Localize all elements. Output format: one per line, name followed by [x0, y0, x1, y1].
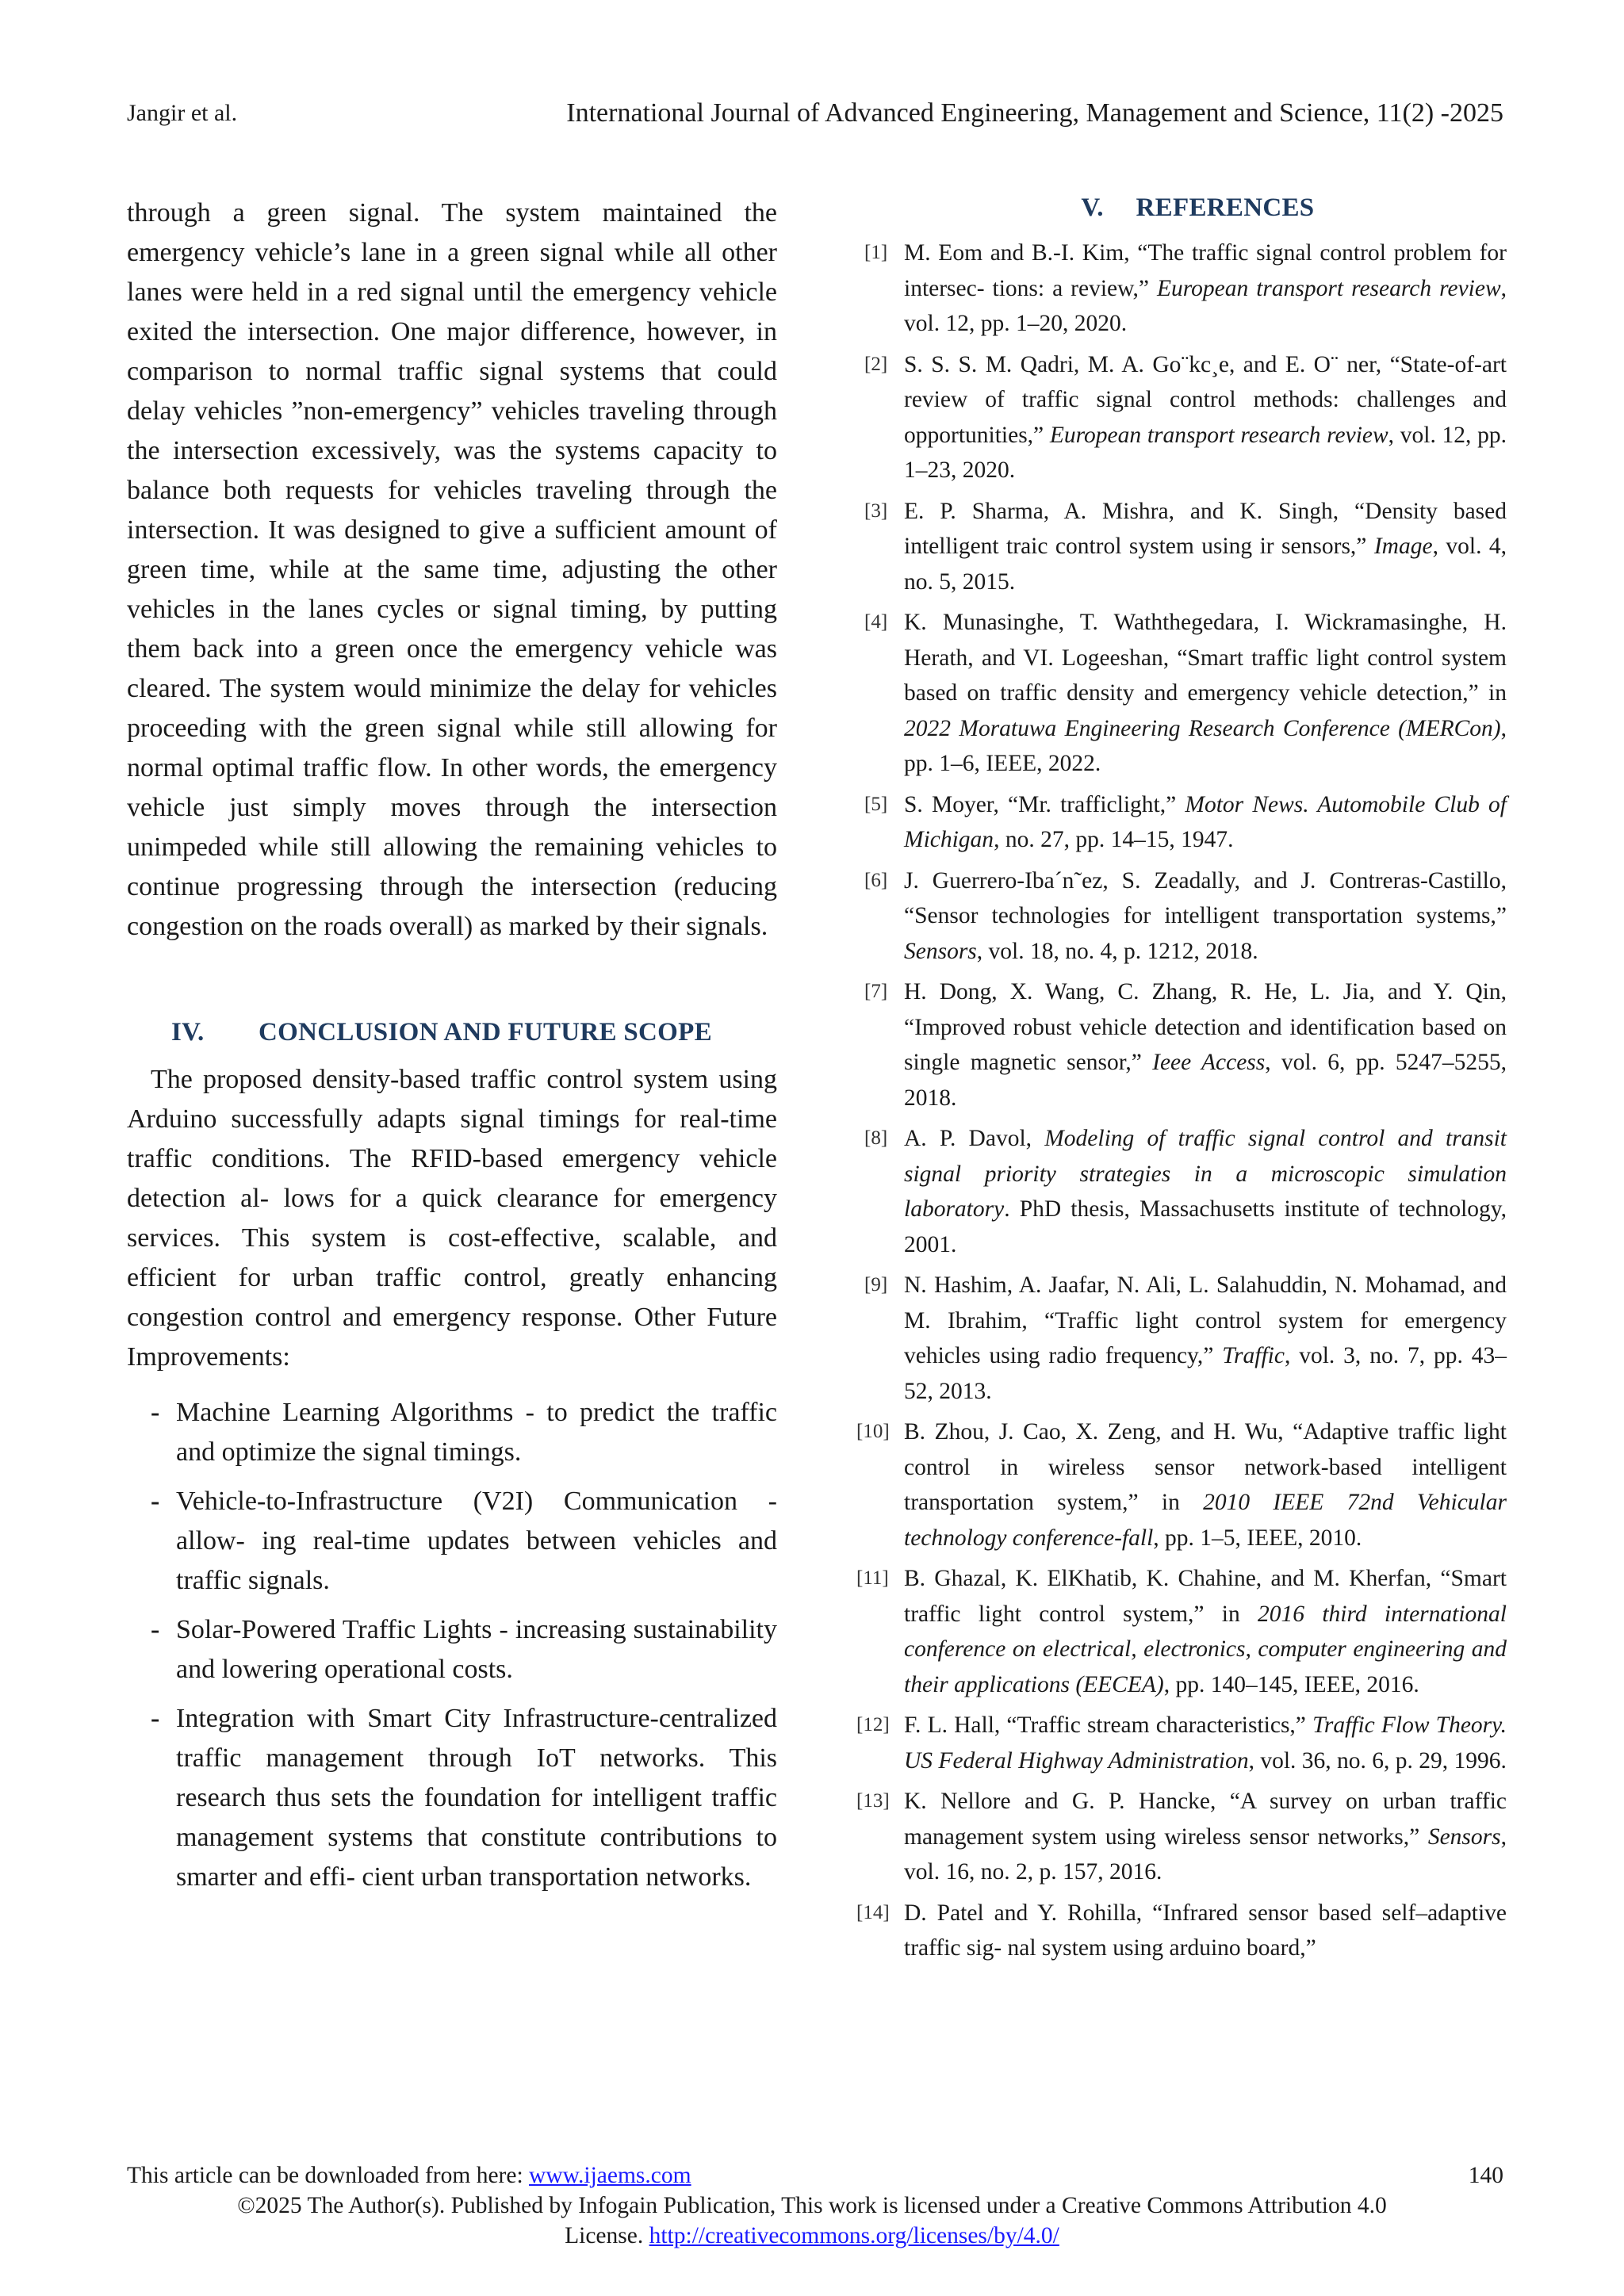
list-item: - Integration with Smart City Infrastructure-centralized traffic management through IoT networks. This research thus sets the foundation for intelligent traffic management systems that constitute contributions to smarter and effi- cient urban transportation networks.	[127, 1699, 777, 1897]
section-number: V.	[1081, 193, 1104, 222]
right-column	[856, 193, 1507, 1972]
reference-list	[856, 235, 1507, 1966]
list-item: - Solar-Powered Traffic Lights - increasing sustainability and lowering operational costs.	[127, 1610, 777, 1689]
conclusion-paragraph: The proposed density-based traffic control system using Arduino successfully adapts signal timings for real-time traffic conditions. The RFID-based emergency vehicle detection al- lows for a quick clearance for emergency services. This system is cost-effective, scalable, and efficient for urban traffic control, greatly enhancing congestion control and emergency response. Other Future Improvements:	[127, 1065, 777, 1372]
footer-copyright: ©2025 The Author(s). Published by Infogain Publication, This work is licensed under a Creative Commons Attribution 4.0	[237, 2193, 1387, 2218]
reference-item: [8] A. P. Davol, Modeling of traffic signal control and transit signal priority strategies in a microscopic simulation laboratory. PhD thesis, Massachusetts institute of technology, 2001.	[856, 1121, 1507, 1262]
section-title: REFERENCES	[1136, 193, 1315, 222]
reference-item: [14] D. Patel and Y. Rohilla, “Infrared sensor based self–adaptive traffic sig- nal system using arduino board,”	[856, 1896, 1507, 1966]
future-improvements-list	[127, 1393, 777, 1897]
reference-item: [2] S. S. S. M. Qadri, M. A. Go¨kc¸e, and E. O¨ ner, “State-of-art review of traffic signal control methods: challenges and opportunities,” European transport research review, vol. 12, pp. 1–23, 2020.	[856, 347, 1507, 488]
section-number: IV.	[171, 1018, 205, 1047]
reference-number: [1]	[864, 242, 888, 263]
reference-number: [11]	[856, 1567, 889, 1589]
section-heading-references	[856, 193, 1507, 223]
journal-website-link[interactable]: www.ijaems.com	[529, 2163, 691, 2188]
bullet-icon: -	[151, 1704, 160, 1733]
reference-item: [11] B. Ghazal, K. ElKhatib, K. Chahine, and M. Kherfan, “Smart traffic light control system,” in 2016 third international conference on electrical, electronics, computer engineering and their applications (EECEA), pp. 140–145, IEEE, 2016.	[856, 1561, 1507, 1702]
reference-number: [3]	[864, 499, 888, 522]
bullet-icon: -	[151, 1398, 160, 1427]
reference-number: [12]	[856, 1714, 890, 1735]
reference-number: [6]	[864, 869, 888, 891]
body-paragraph: through a green signal. The system maintained the emergency vehicle’s lane in a green signal while all other lanes were held in a red signal until the emergency vehicle exited the intersection. One major difference, however, in comparison to normal traffic signal systems that could delay vehicles ”non-emergency” vehicles traveling through the intersection excessively, was the systems capacity to balance both requests for vehicles traveling through the intersection. It was designed to give a sufficient amount of green time, while at the same time, adjusting the other vehicles in the lanes cycles or signal timing, by putting them back into a green once the emergency vehicle was cleared. The system would minimize the delay for vehicles proceeding with the green signal while still allowing for normal optimal traffic flow. In other words, the emergency vehicle just simply moves through the intersection unimpeded while still allowing the remaining vehicles to continue progressing through the intersection (reducing congestion on the roads overall) as marked by their signals.	[127, 198, 777, 941]
reference-number: [2]	[864, 353, 888, 375]
reference-item: [13] K. Nellore and G. P. Hancke, “A survey on urban traffic management system using wireless sensor networks,” Sensors, vol. 16, no. 2, p. 157, 2016.	[856, 1784, 1507, 1890]
reference-item: [12] F. L. Hall, “Traffic stream characteristics,” Traffic Flow Theory. US Federal Highway Administration, vol. 36, no. 6, p. 29, 1996.	[856, 1708, 1507, 1778]
reference-number: [10]	[856, 1421, 890, 1442]
reference-number: [14]	[856, 1901, 890, 1923]
footer-license: License. http://creativecommons.org/licenses/by/4.0/	[565, 2223, 1059, 2248]
reference-item: [3] E. P. Sharma, A. Mishra, and K. Singh, “Density based intelligent traic control system using ir sensors,” Image, vol. 4, no. 5, 2015.	[856, 494, 1507, 600]
left-column	[127, 193, 777, 1907]
list-item: - Machine Learning Algorithms - to predict the traffic and optimize the signal timings.	[127, 1393, 777, 1472]
running-header-journal: International Journal of Advanced Engineering, Management and Science, 11(2) -2025	[566, 98, 1503, 128]
reference-item: [1] M. Eom and B.-I. Kim, “The traffic signal control problem for intersec- tions: a review,” European transport research review, vol. 12, pp. 1–20, 2020.	[856, 235, 1507, 342]
reference-number: [9]	[864, 1274, 888, 1295]
reference-item: [6] J. Guerrero-Iba´n˜ez, S. Zeadally, and J. Contreras-Castillo, “Sensor technologies for intelligent transportation systems,” Sensors, vol. 18, no. 4, p. 1212, 2018.	[856, 863, 1507, 970]
reference-item: [7] H. Dong, X. Wang, C. Zhang, R. He, L. Jia, and Y. Qin, “Improved robust vehicle detection and identification based on single magnetic sensor,” Ieee Access, vol. 6, pp. 5247–5255, 2018.	[856, 974, 1507, 1115]
license-link[interactable]: http://creativecommons.org/licenses/by/4.0/	[649, 2223, 1059, 2248]
footer-download-text: This article can be downloaded from here:	[127, 2163, 530, 2188]
section-title: CONCLUSION AND FUTURE SCOPE	[259, 1018, 712, 1047]
reference-item: [4] K. Munasinghe, T. Waththegedara, I. Wickramasinghe, H. Herath, and VI. Logeeshan, “Smart traffic light control system based on traffic density and emergency vehicle detection,” in 2022 Moratuwa Engineering Research Conference (MERCon), pp. 1–6, IEEE, 2022.	[856, 605, 1507, 782]
page-number: 140	[1468, 2163, 1503, 2188]
reference-number: [5]	[864, 793, 888, 815]
reference-number: [7]	[864, 981, 888, 1002]
reference-item: [5] S. Moyer, “Mr. trafficlight,” Motor News. Automobile Club of Michigan, no. 27, pp. 14–15, 1947.	[856, 787, 1507, 858]
reference-number: [13]	[856, 1790, 890, 1812]
bullet-icon: -	[151, 1615, 160, 1644]
list-item: - Vehicle-to-Infrastructure (V2I) Communication - allow- ing real-time updates between vehicles and traffic signals.	[127, 1482, 777, 1601]
reference-item: [9] N. Hashim, A. Jaafar, N. Ali, L. Salahuddin, N. Mohamad, and M. Ibrahim, “Traffic light control system for emergency vehicles using radio frequency,” Traffic, vol. 3, no. 7, pp. 43–52, 2013.	[856, 1268, 1507, 1409]
reference-number: [4]	[864, 611, 888, 633]
bullet-icon: -	[151, 1487, 160, 1516]
section-heading-conclusion	[171, 1018, 777, 1047]
reference-number: [8]	[864, 1127, 888, 1149]
reference-item: [10] B. Zhou, J. Cao, X. Zeng, and H. Wu, “Adaptive traffic light control in wireless sensor network-based intelligent transportation system,” in 2010 IEEE 72nd Vehicular technology conference-fall, pp. 1–5, IEEE, 2010.	[856, 1414, 1507, 1556]
running-header-authors: Jangir et al.	[127, 100, 238, 126]
